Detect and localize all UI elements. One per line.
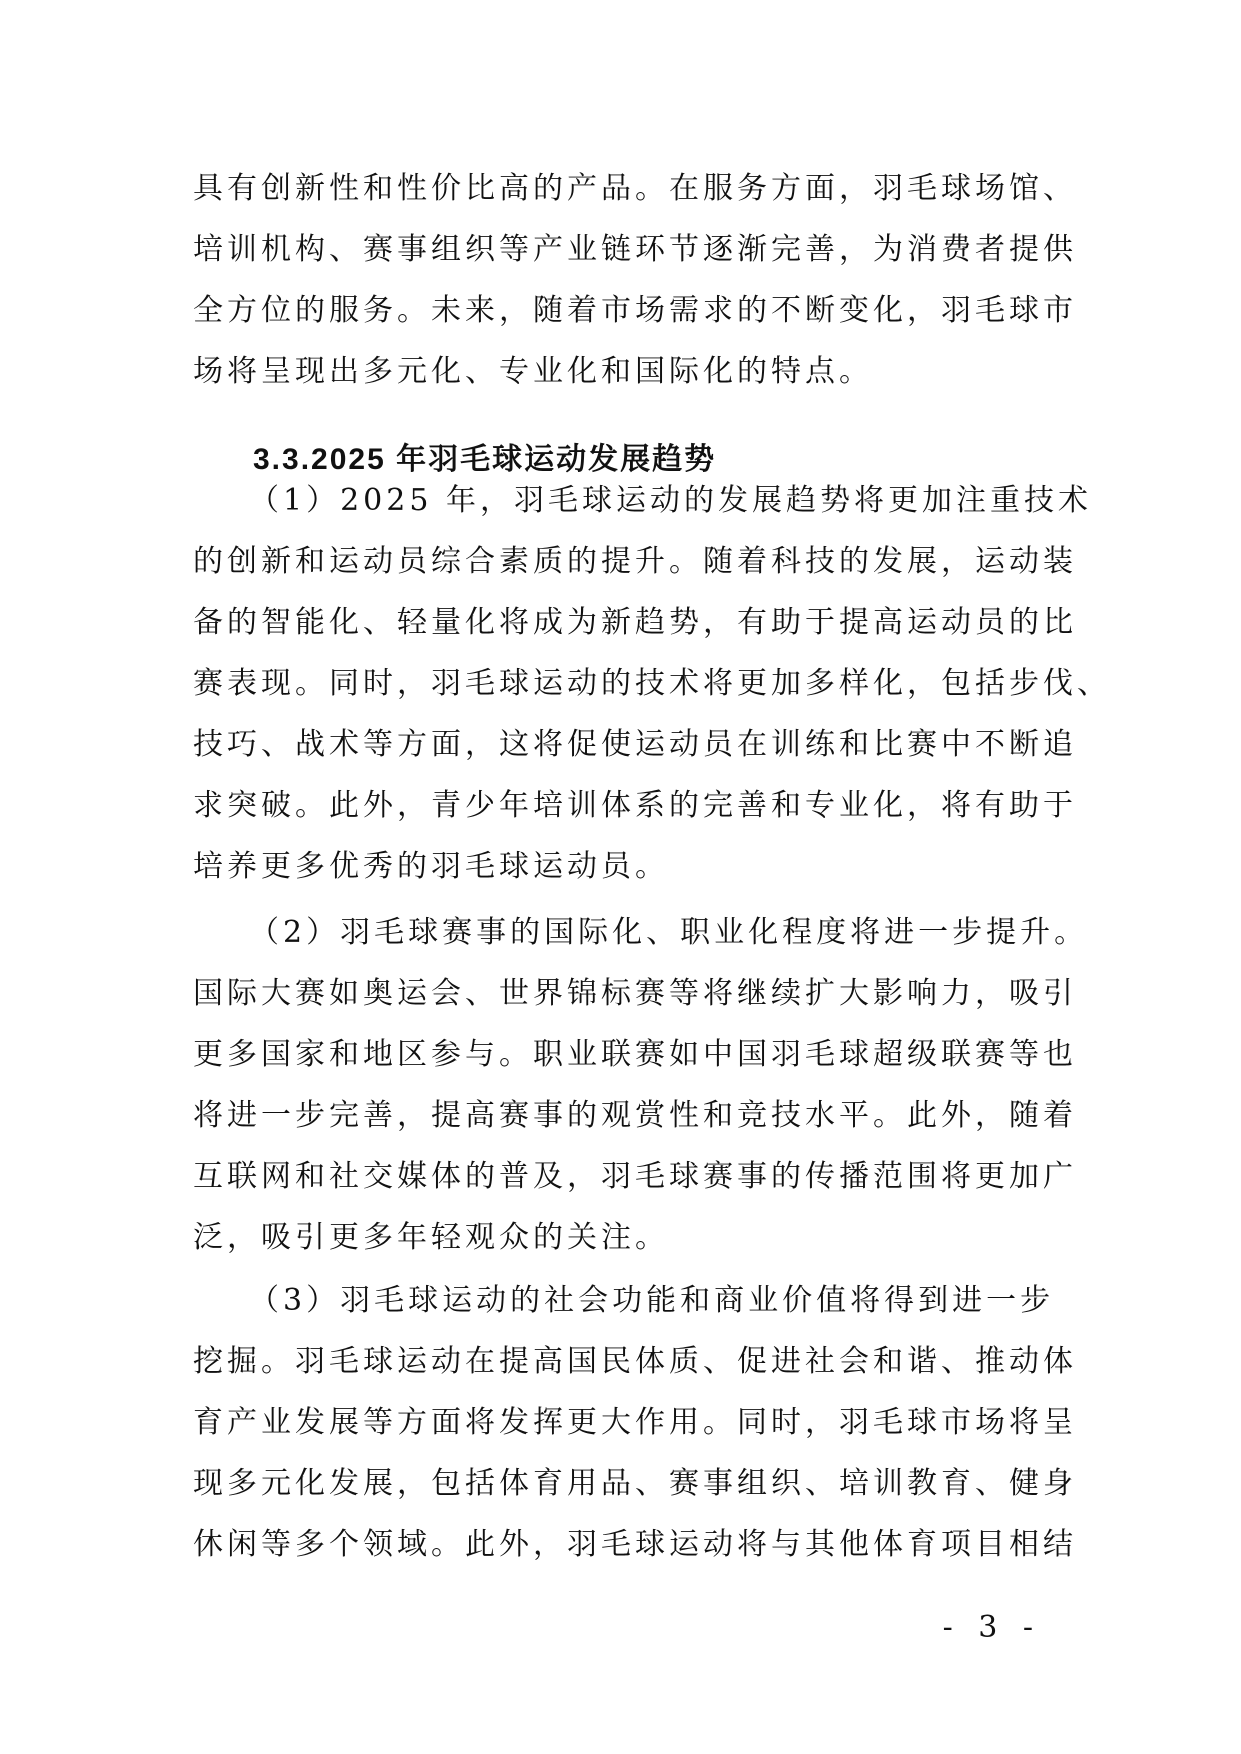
- paragraph-line: 泛，吸引更多年轻观众的关注。: [193, 1220, 669, 1255]
- paragraph-line: 现多元化发展，包括体育用品、赛事组织、培训教育、健身: [193, 1466, 1077, 1501]
- paragraph-line: 国际大赛如奥运会、世界锦标赛等将继续扩大影响力，吸引: [193, 976, 1077, 1011]
- paragraph-line: 培养更多优秀的羽毛球运动员。: [193, 849, 669, 884]
- paragraph-trend-2: [193, 902, 1089, 1268]
- paragraph-line: 挖掘。羽毛球运动在提高国民体质、促进社会和谐、推动体: [193, 1344, 1077, 1379]
- paragraph-line: 具有创新性和性价比高的产品。在服务方面，羽毛球场馆、: [193, 171, 1077, 206]
- paragraph-line: （3）羽毛球运动的社会功能和商业价值将得到进一步: [249, 1283, 1055, 1318]
- paragraph-line: 的创新和运动员综合素质的提升。随着科技的发展，运动装: [193, 544, 1077, 579]
- paragraph-line: 培训机构、赛事组织等产业链环节逐渐完善，为消费者提供: [193, 232, 1077, 267]
- paragraph-trend-1: [193, 470, 1111, 897]
- paragraph-line: （2）羽毛球赛事的国际化、职业化程度将进一步提升。: [249, 915, 1089, 950]
- paragraph-line: 更多国家和地区参与。职业联赛如中国羽毛球超级联赛等也: [193, 1037, 1077, 1072]
- paragraph-line: 技巧、战术等方面，这将促使运动员在训练和比赛中不断追: [193, 727, 1077, 762]
- paragraph-trend-3: [193, 1270, 1077, 1575]
- paragraph-line: 育产业发展等方面将发挥更大作用。同时，羽毛球市场将呈: [193, 1405, 1077, 1440]
- paragraph-line: 互联网和社交媒体的普及，羽毛球赛事的传播范围将更加广: [193, 1159, 1077, 1194]
- paragraph-line: 备的智能化、轻量化将成为新趋势，有助于提高运动员的比: [193, 605, 1077, 640]
- paragraph-line: 场将呈现出多元化、专业化和国际化的特点。: [193, 354, 873, 389]
- paragraph-continuation: [193, 158, 1077, 402]
- page-number: - 3 -: [942, 1610, 1041, 1645]
- paragraph-line: 求突破。此外，青少年培训体系的完善和专业化，将有助于: [193, 788, 1077, 823]
- paragraph-line: 休闲等多个领域。此外，羽毛球运动将与其他体育项目相结: [193, 1527, 1077, 1562]
- paragraph-line: 赛表现。同时，羽毛球运动的技术将更加多样化，包括步伐、: [193, 666, 1111, 701]
- paragraph-line: 将进一步完善，提高赛事的观赏性和竞技水平。此外，随着: [193, 1098, 1077, 1133]
- paragraph-line: （1）2025 年，羽毛球运动的发展趋势将更加注重技术: [249, 483, 1092, 518]
- paragraph-line: 全方位的服务。未来，随着市场需求的不断变化，羽毛球市: [193, 293, 1077, 328]
- section-heading: 3.3.2025 年羽毛球运动发展趋势: [253, 442, 717, 476]
